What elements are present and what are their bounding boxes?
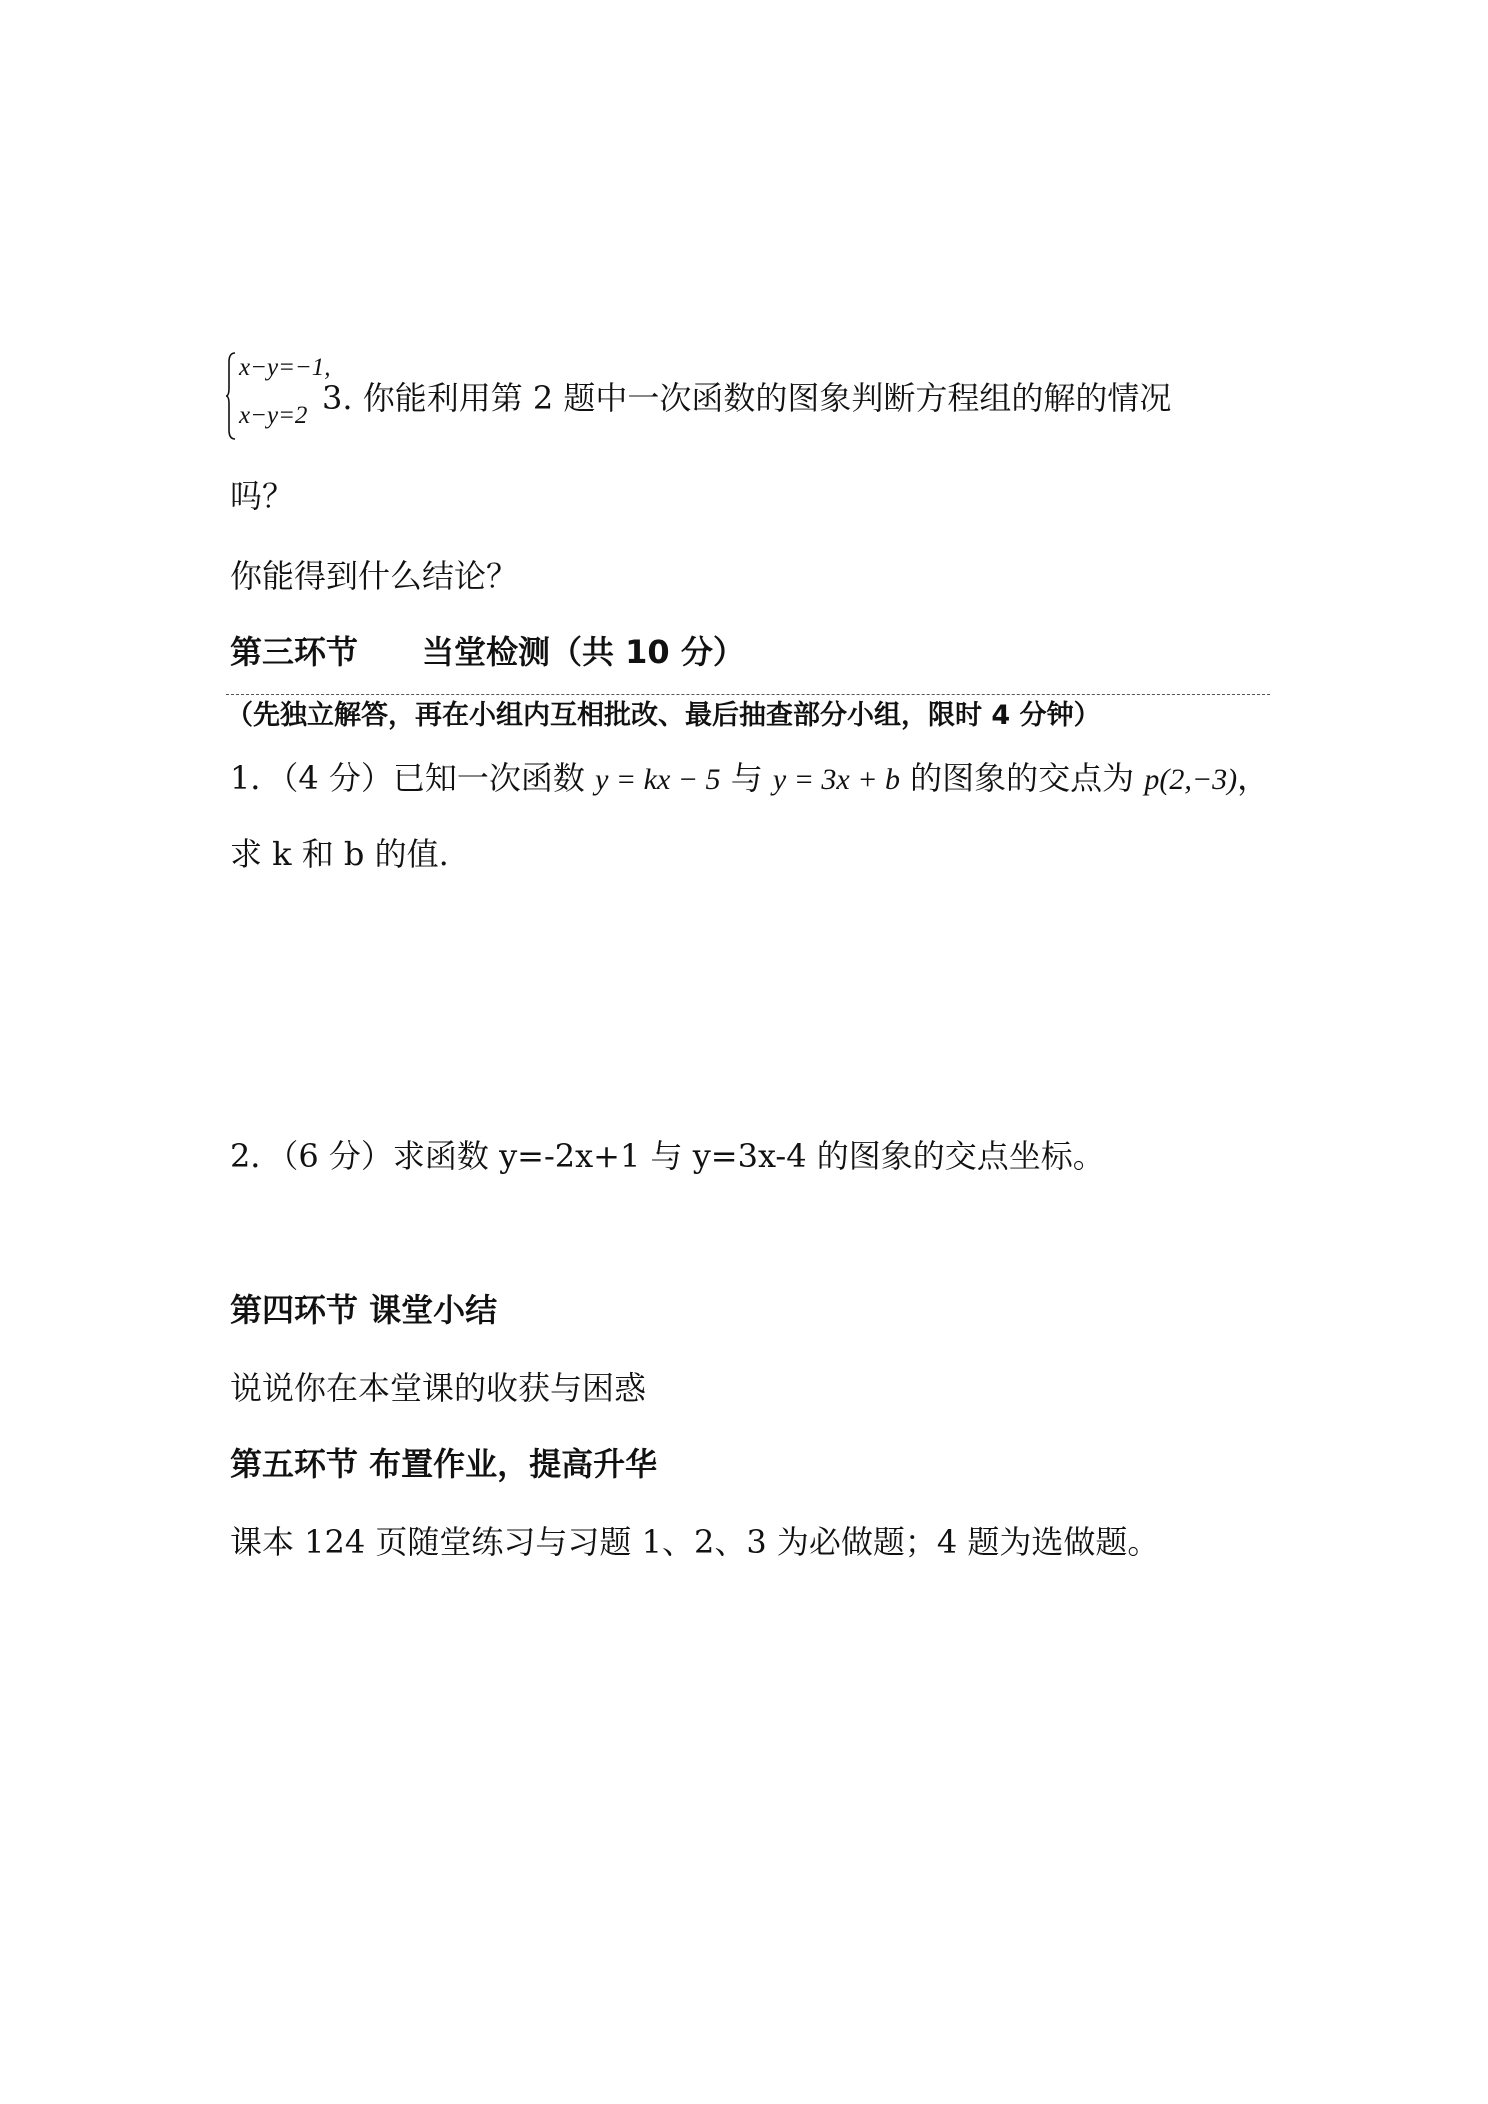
section-3-heading: 第三环节 当堂检测（共 10 分） [230,633,745,671]
problem-2: 2．（6 分）求函数 y=-2x+1 与 y=3x-4 的图象的交点坐标。 [230,1137,1105,1175]
problem-1 [230,758,1269,800]
problem-1-prefix: 1．（4 分）已知一次函数 [230,759,596,797]
section-5-heading: 第五环节 布置作业，提高升华 [230,1445,658,1483]
problem-1-end: ， [1237,759,1270,797]
question-3-text: 3. 你能利用第 2 题中一次函数的图象判断方程组的解的情况 [322,379,1172,417]
problem-1-connector-2: 的图象的交点为 [900,759,1145,797]
problem-1-function-1: y = kx − 5 [595,763,721,796]
equation-system [226,352,331,442]
system-equation-2: x−y=2 [239,402,308,429]
section-3-instructions: （先独立解答，再在小组内互相批改、最后抽查部分小组，限时 4 分钟） [226,700,1101,731]
section-5-body: 课本 124 页随堂练习与习题 1、2、3 为必做题；4 题为选做题。 [230,1523,1160,1561]
left-brace-icon [226,352,236,440]
problem-1-question: 求 k 和 b 的值. [230,835,449,873]
system-equation-1: x−y=−1, [239,354,331,381]
dashed-divider [226,694,1270,695]
problem-1-function-2: y = 3x + b [772,763,900,796]
question-3-conclusion-prompt: 你能得到什么结论？ [230,557,519,595]
problem-1-point: p(2,−3) [1144,763,1238,796]
problem-1-connector: 与 [720,759,773,797]
section-4-body: 说说你在本堂课的收获与困惑 [230,1369,647,1407]
question-3-text-continued: 吗？ [230,477,295,515]
section-4-heading: 第四环节 课堂小结 [230,1291,498,1329]
